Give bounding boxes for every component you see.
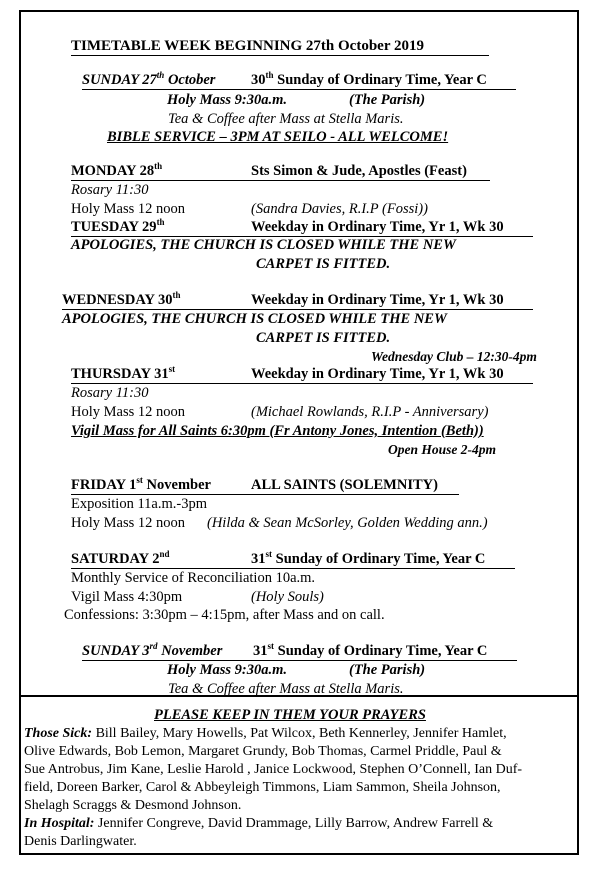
- sick-line-1: Those Sick: Bill Bailey, Mary Howells, Pat Wilcox, Beth Kennerley, Jennifer Hamlet,: [24, 726, 507, 741]
- sunday-3-feast: 31st Sunday of Ordinary Time, Year C: [253, 641, 488, 659]
- saturday-feast: 31st Sunday of Ordinary Time, Year C: [251, 549, 486, 567]
- thursday-vigil-mass: Vigil Mass for All Saints 6:30pm (Fr Antony Jones, Intention (Beth)): [71, 423, 484, 439]
- monday-mass: Holy Mass 12 noon: [71, 201, 185, 217]
- monday-heading: MONDAY 28th: [71, 161, 163, 179]
- thursday-mass-note: (Michael Rowlands, R.I.P - Anniversary): [251, 404, 489, 420]
- wednesday-apology-line-1: APOLOGIES, THE CHURCH IS CLOSED WHILE THE NEW: [62, 311, 447, 327]
- thursday-open-house: Open House 2-4pm: [388, 442, 496, 457]
- sunday-27-feast: 30th Sunday of Ordinary Time, Year C: [251, 70, 487, 88]
- hospital-label: In Hospital:: [24, 816, 95, 831]
- thursday-feast: Weekday in Ordinary Time, Yr 1, Wk 30: [251, 366, 504, 382]
- friday-exposition: Exposition 11a.m.-3pm: [71, 496, 207, 512]
- sunday-3-tea: Tea & Coffee after Mass at Stella Maris.: [168, 681, 404, 697]
- monday-rosary: Rosary 11:30: [71, 182, 149, 198]
- tuesday-heading: TUESDAY 29th: [71, 217, 165, 235]
- thursday-rosary: Rosary 11:30: [71, 385, 149, 401]
- sunday-27-underline: [82, 89, 516, 90]
- sick-label: Those Sick:: [24, 726, 93, 741]
- tuesday-apology-line-2: CARPET IS FITTED.: [256, 256, 391, 272]
- sick-line-3: Sue Antrobus, Jim Kane, Leslie Harold , Janice Lockwood, Stephen O’Connell, Ian Duf-: [24, 762, 523, 777]
- hospital-line-2: Denis Darlingwater.: [24, 834, 137, 849]
- monday-mass-note: (Sandra Davies, R.I.P (Fossi)): [251, 201, 428, 217]
- wednesday-feast: Weekday in Ordinary Time, Yr 1, Wk 30: [251, 292, 504, 308]
- saturday-reconciliation: Monthly Service of Reconciliation 10a.m.: [71, 570, 316, 586]
- sunday-3-heading: SUNDAY 3rd November: [82, 641, 223, 659]
- monday-feast: Sts Simon & Jude, Apostles (Feast): [251, 163, 467, 179]
- saturday-vigil-mass: Vigil Mass 4:30pm: [71, 589, 183, 605]
- friday-mass: Holy Mass 12 noon: [71, 515, 185, 531]
- friday-heading: FRIDAY 1st November: [71, 475, 211, 493]
- saturday-vigil-note: (Holy Souls): [251, 589, 324, 605]
- sunday-27-mass: Holy Mass 9:30a.m.: [167, 92, 288, 108]
- saturday-heading: SATURDAY 2nd: [71, 549, 170, 567]
- wednesday-apology-line-2: CARPET IS FITTED.: [256, 330, 391, 346]
- thursday-heading: THURSDAY 31st: [71, 364, 176, 382]
- tuesday-feast: Weekday in Ordinary Time, Yr 1, Wk 30: [251, 219, 504, 235]
- friday-feast: ALL SAINTS (SOLEMNITY): [251, 477, 438, 493]
- prayers-heading: PLEASE KEEP IN THEM YOUR PRAYERS: [154, 707, 426, 723]
- title-underline: [71, 55, 489, 56]
- tuesday-apology-line-1: APOLOGIES, THE CHURCH IS CLOSED WHILE THE NEW: [71, 237, 456, 253]
- page-title: TIMETABLE WEEK BEGINNING 27th October 2019: [71, 38, 424, 54]
- sunday-3-underline: [82, 660, 517, 661]
- hospital-line-1: In Hospital: Jennifer Congreve, David Drammage, Lilly Barrow, Andrew Farrell &: [24, 816, 494, 831]
- wednesday-heading: WEDNESDAY 30th: [62, 290, 181, 308]
- saturday-confessions: Confessions: 3:30pm – 4:15pm, after Mass and on call.: [64, 607, 385, 623]
- sunday-27-tea: Tea & Coffee after Mass at Stella Maris.: [168, 111, 404, 127]
- bible-service-notice: BIBLE SERVICE – 3PM AT SEILO - ALL WELCOME!: [107, 129, 449, 145]
- friday-mass-note: (Hilda & Sean McSorley, Golden Wedding ann.): [207, 515, 488, 531]
- sick-line-5: Shelagh Scraggs & Desmond Johnson.: [24, 798, 242, 813]
- sick-line-4: field, Doreen Barker, Carol & Abbeyleigh Timmons, Liam Sammon, Sheila Johnson,: [24, 780, 501, 795]
- sunday-3-mass-note: (The Parish): [349, 662, 426, 678]
- sunday-27-mass-note: (The Parish): [349, 92, 426, 108]
- thursday-mass: Holy Mass 12 noon: [71, 404, 185, 420]
- sick-line-2: Olive Edwards, Bob Lemon, Margaret Grundy, Bob Thomas, Carmel Priddle, Paul &: [24, 744, 502, 759]
- sunday-3-mass: Holy Mass 9:30a.m.: [167, 662, 288, 678]
- sunday-27-heading: SUNDAY 27th October: [82, 70, 216, 88]
- wednesday-club: Wednesday Club – 12:30-4pm: [371, 349, 537, 364]
